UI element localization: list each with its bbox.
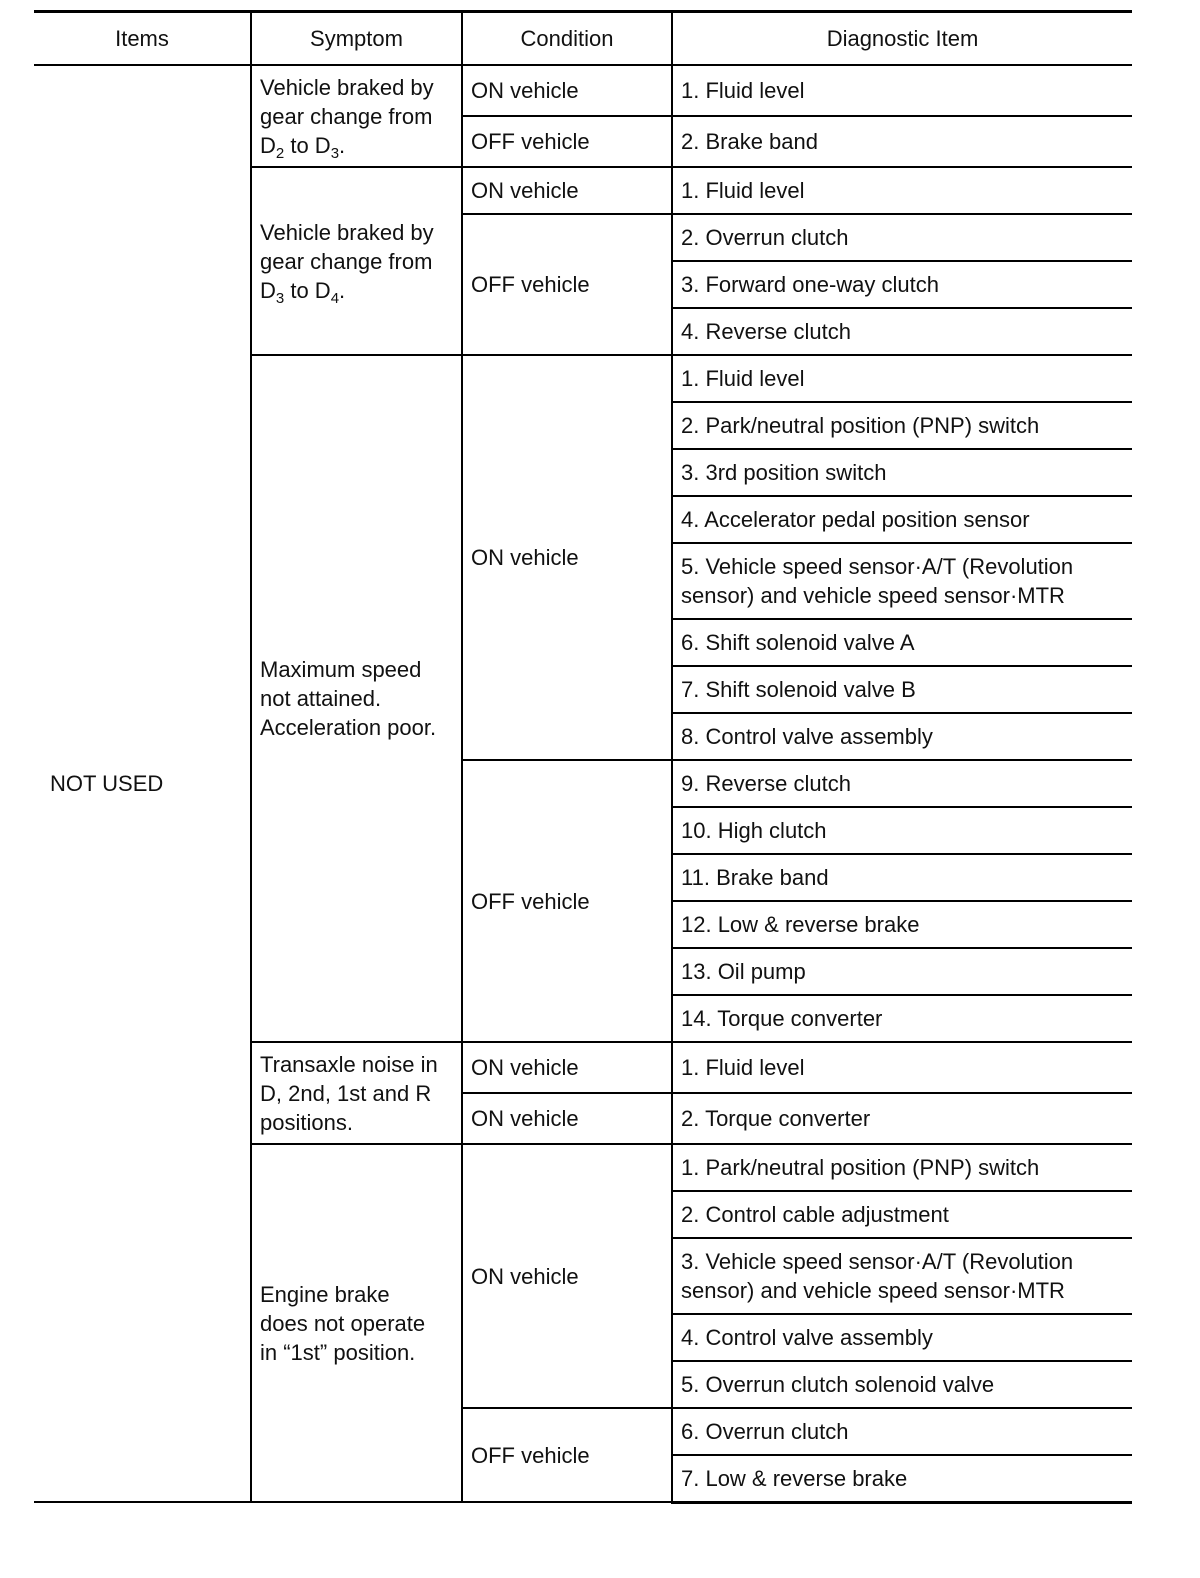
diagnostic-item-cell: 11. Brake band — [672, 854, 1132, 901]
diagnostic-item-cell: 2. Control cable adjustment — [672, 1191, 1132, 1238]
condition-cell: ON vehicle — [462, 167, 672, 214]
diagnostic-item-cell: 3. Forward one-way clutch — [672, 261, 1132, 308]
symptom-cell: Engine brake does not operate in “1st” position. — [251, 1144, 462, 1502]
diagnostic-item-cell: 7. Low & reverse brake — [672, 1455, 1132, 1502]
diagnostic-item-cell: 6. Overrun clutch — [672, 1408, 1132, 1455]
diagnostic-item-cell: 3. 3rd position switch — [672, 449, 1132, 496]
header-symptom: Symptom — [251, 12, 462, 66]
diagnostic-item-cell: 14. Torque converter — [672, 995, 1132, 1042]
diagnostic-item-cell: 4. Accelerator pedal position sensor — [672, 496, 1132, 543]
diagnostic-item-cell: 2. Torque converter — [672, 1093, 1132, 1144]
symptom-cell: Vehicle braked by gear change from $D_2$ to $D_3$. — [251, 65, 462, 167]
header-items: Items — [34, 12, 251, 66]
diagnostic-item-cell: 2. Brake band — [672, 116, 1132, 167]
symptom-cell: Vehicle braked by gear change from $D_3$ to $D_4$. — [251, 167, 462, 355]
table-row — [34, 65, 1132, 116]
header-diagnostic-item: Diagnostic Item — [672, 12, 1132, 66]
diagnostic-item-cell: 4. Control valve assembly — [672, 1314, 1132, 1361]
diagnostic-item-cell: 13. Oil pump — [672, 948, 1132, 995]
symptom-cell: Transaxle noise in D, 2nd, 1st and R positions. — [251, 1042, 462, 1144]
condition-cell: OFF vehicle — [462, 214, 672, 355]
diagnostic-item-cell: 8. Control valve assembly — [672, 713, 1132, 760]
diagnostic-item-cell: 6. Shift solenoid valve A — [672, 619, 1132, 666]
condition-cell: ON vehicle — [462, 1093, 672, 1144]
diagnostic-item-cell: 1. Fluid level — [672, 1042, 1132, 1093]
items-cell: NOT USED — [34, 65, 251, 1502]
diagnostic-item-cell: 1. Park/neutral position (PNP) switch — [672, 1144, 1132, 1191]
diagnostic-item-cell: 2. Overrun clutch — [672, 214, 1132, 261]
diagnostic-item-cell: 1. Fluid level — [672, 65, 1132, 116]
header-row — [34, 12, 1132, 66]
condition-cell: ON vehicle — [462, 1144, 672, 1408]
diagnostic-item-cell: 7. Shift solenoid valve B — [672, 666, 1132, 713]
diagnostic-table — [34, 10, 1132, 1504]
diagnostic-item-cell: 2. Park/neutral position (PNP) switch — [672, 402, 1132, 449]
condition-cell: OFF vehicle — [462, 1408, 672, 1502]
diagnostic-item-cell: 4. Reverse clutch — [672, 308, 1132, 355]
condition-cell: OFF vehicle — [462, 760, 672, 1042]
condition-cell: ON vehicle — [462, 355, 672, 760]
diagnostic-item-cell: 5. Vehicle speed sensor·A/T (Revolution sensor) and vehicle speed sensor·MTR — [672, 543, 1132, 619]
diagnostic-item-cell: 1. Fluid level — [672, 167, 1132, 214]
diagnostic-item-cell: 1. Fluid level — [672, 355, 1132, 402]
diagnostic-item-cell: 3. Vehicle speed sensor·A/T (Revolution sensor) and vehicle speed sensor·MTR — [672, 1238, 1132, 1314]
diagnostic-item-cell: 10. High clutch — [672, 807, 1132, 854]
diagnostic-item-cell: 5. Overrun clutch solenoid valve — [672, 1361, 1132, 1408]
diagnostic-item-cell: 9. Reverse clutch — [672, 760, 1132, 807]
condition-cell: OFF vehicle — [462, 116, 672, 167]
condition-cell: ON vehicle — [462, 1042, 672, 1093]
symptom-cell: Maximum speed not attained. Acceleration poor. — [251, 355, 462, 1042]
diagnostic-item-cell: 12. Low & reverse brake — [672, 901, 1132, 948]
condition-cell: ON vehicle — [462, 65, 672, 116]
header-condition: Condition — [462, 12, 672, 66]
